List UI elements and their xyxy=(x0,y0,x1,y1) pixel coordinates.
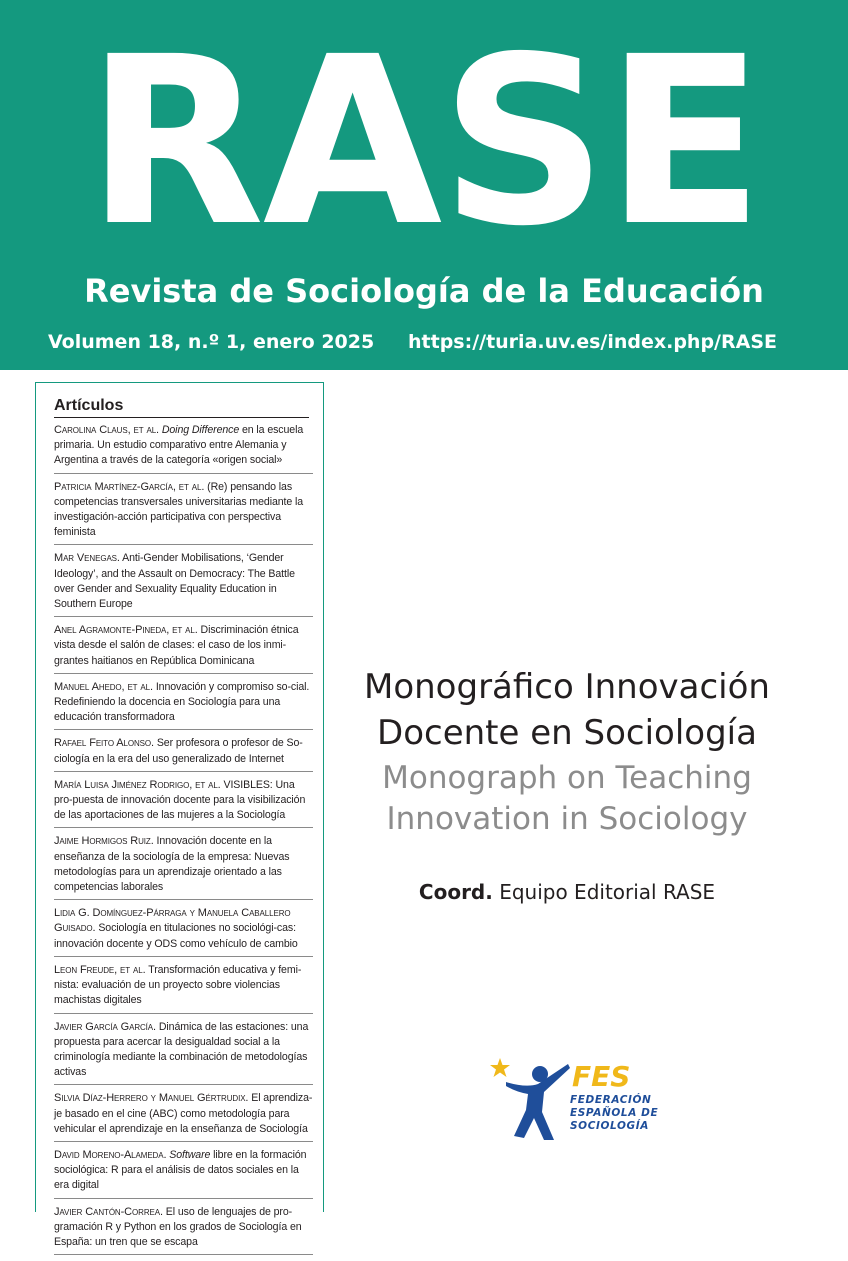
toc-title: Sociología en titulaciones no sociológi-cas: innovación docente y ODS como vehículo de cambio xyxy=(54,922,298,950)
toc-author: Anel Agramonte-Pineda, et al. xyxy=(54,624,198,637)
toc-author: Leon Freude, et al. xyxy=(54,963,146,976)
toc-title: (Re) pensando las competencias transversales universitarias mediante la investigación-acción participativa con perspectiva feminista xyxy=(54,480,304,539)
toc-item[interactable] xyxy=(54,834,313,900)
toc-item[interactable] xyxy=(54,963,313,1014)
toc-item[interactable] xyxy=(54,906,313,957)
toc-title: Ser profesora o profesor de So-ciología en la era del uso generalizado de Internet xyxy=(54,737,303,765)
toc-title: Transformación educativa y femi-nista: evaluación de un proyecto sobre violencias machistas digitales xyxy=(54,963,302,1007)
toc-item[interactable] xyxy=(54,480,313,546)
toc-item[interactable] xyxy=(54,623,313,674)
coord-label: Coord. xyxy=(418,880,493,904)
fes-name-line2: ESPAÑOLA DE xyxy=(570,1107,659,1119)
fes-name-line3: SOCIOLOGÍA xyxy=(570,1120,649,1132)
fes-figure-icon xyxy=(486,1052,572,1142)
toc-item[interactable] xyxy=(54,551,313,617)
toc-item[interactable] xyxy=(54,1020,313,1086)
toc-author: Silvia Díaz-Herrero y Manuel Gértrudix. xyxy=(54,1092,249,1105)
toc-item[interactable] xyxy=(54,680,313,731)
toc-title: Discriminación étnica vista desde el salón de clases: el caso de los inmi-grantes haitianos en República Dominicana xyxy=(54,624,299,667)
coord-name: Equipo Editorial RASE xyxy=(492,880,716,904)
toc-item[interactable] xyxy=(54,1205,313,1256)
toc-item[interactable] xyxy=(54,423,313,474)
fes-logo xyxy=(486,1052,676,1142)
toc-title: El uso de lenguajes de pro-gramación R y Python en los grados de Sociología en España: un tren que se escapa xyxy=(54,1205,302,1248)
monograph-title-block xyxy=(332,660,802,840)
coordinator-line xyxy=(332,877,802,907)
toc-title: VISIBLES: Una pro-puesta de innovación docente para la visibilización de las aportaciones de las mujeres a la Sociología xyxy=(54,778,306,822)
toc-title: Innovación docente en la enseñanza de la sociología de la empresa: Nuevas metodologías para un aprendizaje orientado a las competencias laborales xyxy=(54,835,290,894)
toc-item[interactable] xyxy=(54,1148,313,1199)
toc-title: Innovación y compromiso so-cial. Redefiniendo la docencia en Sociología para una educación transformadora xyxy=(54,680,310,724)
toc-title-italic: Software xyxy=(169,1148,211,1161)
monograph-title-en-line1: Monograph on Teaching xyxy=(382,760,752,796)
toc-author: Javier García García. xyxy=(54,1020,156,1033)
toc-title: libre en la formación sociológica: R para el análisis de datos sociales en la era digital xyxy=(54,1148,307,1192)
toc-item[interactable] xyxy=(54,736,313,771)
volume-info: Volumen 18, n.º 1, enero 2025 xyxy=(48,331,375,353)
toc-author: Rafael Feito Alonso. xyxy=(54,737,154,750)
toc-author: Jaime Hormigos Ruiz. xyxy=(54,835,154,848)
toc-author: Mar Venegas. xyxy=(54,552,120,565)
toc-title: El aprendiza-je basado en el cine (ABC) como metodología para vehicular el aprendizaje en la enseñanza de Sociología xyxy=(54,1092,313,1135)
toc-author: Lidia G. Domínguez-Párraga y Manuela Caballero Guisado. xyxy=(54,907,291,935)
journal-logo: RASE xyxy=(86,7,762,277)
monograph-title-es-line2: Docente en Sociología xyxy=(377,713,757,753)
toc-author: María Luisa Jiménez Rodrigo, et al. xyxy=(54,778,221,791)
toc-heading: Artículos xyxy=(54,395,309,418)
fes-abbreviation: FES xyxy=(572,1060,631,1093)
toc-list xyxy=(54,423,313,1261)
toc-title: Dinámica de las estaciones: una propuesta para acercar la desigualdad social a la criminología mediante la combinación de metodologías activas xyxy=(54,1020,309,1079)
toc-author: Carolina Claus, et al. xyxy=(54,424,159,436)
journal-title: Revista de Sociología de la Educación xyxy=(84,272,764,310)
toc-author: David Moreno-Alameda. xyxy=(54,1148,167,1161)
fes-name-line1: FEDERACIÓN xyxy=(570,1094,652,1106)
toc-title: en la escuela primaria. Un estudio comparativo entre Alemania y Argentina a través de la categoría «origen social» xyxy=(54,424,304,467)
toc-title: Anti-Gender Mobilisations, ‘Gender Ideology’, and the Assault on Democracy: The Battle over Gender and Sexuality Equality Education in Southern Europe xyxy=(54,552,295,611)
table-of-contents xyxy=(35,382,324,1248)
toc-item[interactable] xyxy=(54,1091,313,1142)
toc-item[interactable] xyxy=(54,778,313,829)
toc-author: Patricia Martínez-García, et al. xyxy=(54,480,205,493)
toc-title-italic: Doing Difference xyxy=(161,424,240,436)
monograph-title-en-line2: Innovation in Sociology xyxy=(386,801,748,837)
monograph-title-es-line1: Monográfico Innovación xyxy=(364,667,770,707)
toc-author: Javier Cantón-Correa. xyxy=(54,1205,163,1218)
cover-header xyxy=(0,0,848,370)
journal-url[interactable]: https://turia.uv.es/index.php/RASE xyxy=(408,331,777,353)
toc-author: Manuel Ahedo, et al. xyxy=(54,680,153,693)
